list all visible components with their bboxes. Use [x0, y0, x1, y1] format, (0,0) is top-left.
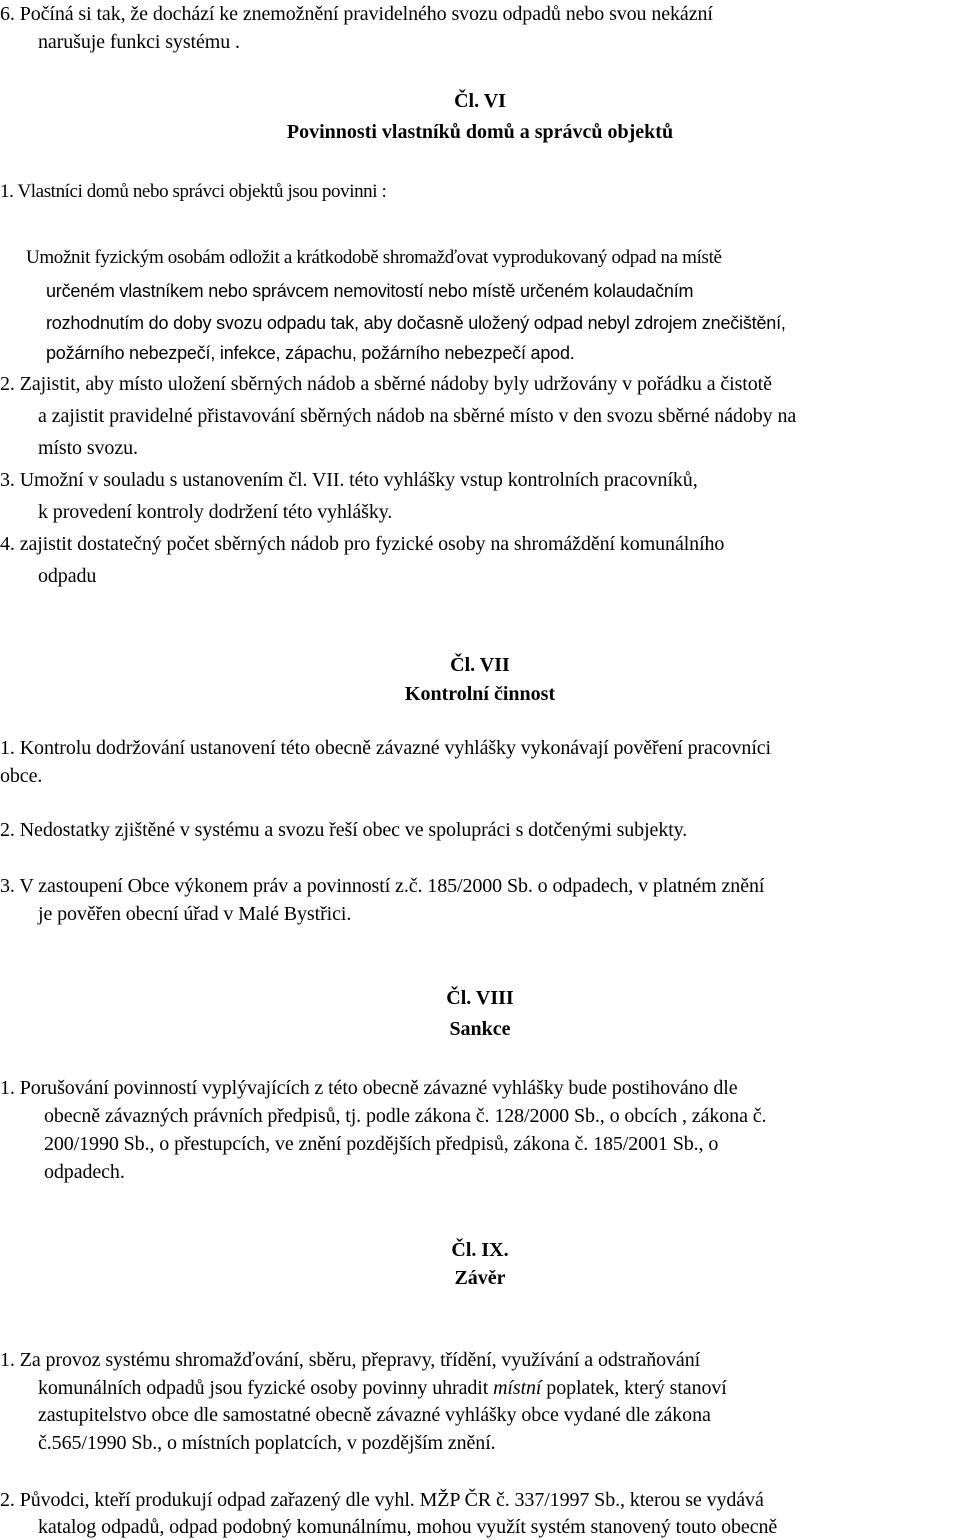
article-6-para-2-line-3: místo svozu. — [38, 437, 138, 459]
article-7-para-3-line-1: 3. V zastoupení Obce výkonem práv a povinností z.č. 185/2000 Sb. o odpadech, v platném znění — [0, 875, 765, 897]
article-7-para-2-line-1: 2. Nedostatky zjištěné v systému a svozu řeší obec ve spolupráci s dotčenými subjekty. — [0, 819, 688, 841]
article-8-number: Čl. VIII — [446, 987, 514, 1009]
article-8-para-1-line-1: 1. Porušování povinností vyplývajících z této obecně závazné vyhlášky bude postihováno dle — [0, 1077, 738, 1099]
article-9-para-1-line-2-emphasis: místní — [493, 1377, 542, 1399]
article-6-para-3-line-1: 3. Umožní v souladu s ustanovením čl. VII. této vyhlášky vstup kontrolních pracovníků, — [0, 469, 698, 491]
article-9-number: Čl. IX. — [451, 1239, 509, 1261]
article-7-title: Kontrolní činnost — [404, 683, 556, 705]
article-9-para-1-line-2 — [38, 1376, 727, 1400]
article-6-intro: 1. Vlastníci domů nebo správci objektů jsou povinni : — [0, 181, 387, 202]
article-6-para-2-line-1: 2. Zajistit, aby místo uložení sběrných nádob a sběrné nádoby byly udržovány v pořádku a čistotě — [0, 373, 772, 395]
article-8-para-1-line-3: 200/1990 Sb., o přestupcích, ve znění pozdějších předpisů, zákona č. 185/2001 Sb., o — [44, 1133, 719, 1155]
item-6-line-1: 6. Počíná si tak, že dochází ke znemožnění pravidelného svozu odpadů nebo svou nekázní — [0, 3, 713, 25]
article-6-para-1-line-3: rozhodnutím do doby svozu odpadu tak, aby dočasně uložený odpad nebyl zdrojem znečištění, — [46, 313, 786, 333]
article-7-para-3-line-2: je pověřen obecní úřad v Malé Bystřici. — [38, 903, 352, 925]
article-8-para-1-line-4: odpadech. — [44, 1161, 125, 1183]
article-6-para-3-line-2: k provedení kontroly dodržení této vyhlášky. — [38, 501, 393, 523]
item-6-line-2: narušuje funkci systému . — [38, 31, 240, 53]
article-6-title: Povinnosti vlastníků domů a správců objektů — [286, 121, 674, 143]
article-7-number: Čl. VII — [450, 654, 510, 676]
article-6-para-2-line-2: a zajistit pravidelné přistavování sběrných nádob na sběrné místo v den svozu sběrné nádoby na — [38, 405, 797, 427]
article-6-para-4-line-1: 4. zajistit dostatečný počet sběrných nádob pro fyzické osoby na shromáždění komunálního — [0, 533, 725, 555]
article-8-title: Sankce — [449, 1018, 511, 1040]
article-9-para-1-line-4: č.565/1990 Sb., o místních poplatcích, v pozdějším znění. — [38, 1432, 496, 1454]
article-7-para-1-line-2: obce. — [0, 765, 43, 787]
article-9-para-1-line-1: 1. Za provoz systému shromažďování, sběru, přepravy, třídění, využívání a odstraňování — [0, 1349, 701, 1371]
article-6-para-1-line-2: určeném vlastníkem nebo správcem nemovitostí nebo místě určeném kolaudačním — [46, 281, 694, 301]
article-6-para-4-line-2: odpadu — [38, 565, 97, 587]
article-6-para-1-line-4: požárního nebezpečí, infekce, zápachu, požárního nebezpečí apod. — [46, 343, 575, 363]
article-6-para-1-line-1: Umožnit fyzickým osobám odložit a krátkodobě shromažďovat vyprodukovaný odpad na místě — [26, 247, 722, 268]
article-9-para-2-line-1: 2. Původci, kteří produkují odpad zařazený dle vyhl. MŽP ČR č. 337/1997 Sb., kterou se vydává — [0, 1489, 764, 1511]
article-7-para-1-line-1: 1. Kontrolu dodržování ustanovení této obecně závazné vyhlášky vykonávají pověření pracovníci — [0, 737, 772, 759]
article-8-para-1-line-2: obecně závazných právních předpisů, tj. podle zákona č. 128/2000 Sb., o obcích , zákona č. — [44, 1105, 767, 1127]
article-9-title: Závěr — [454, 1267, 506, 1289]
article-9-para-1-line-2-part-a: komunálních odpadů jsou fyzické osoby povinny uhradit — [38, 1377, 494, 1399]
article-6-number: Čl. VI — [454, 90, 506, 112]
article-9-para-1-line-3: zastupitelstvo obce dle samostatné obecně závazné vyhlášky obce vydané dle zákona — [38, 1404, 711, 1426]
article-9-para-1-line-2-part-c: poplatek, který stanoví — [541, 1377, 727, 1399]
article-9-para-2-line-2: katalog odpadů, odpad podobný komunálnímu, mohou využít systém stanovený touto obecně — [38, 1516, 778, 1538]
